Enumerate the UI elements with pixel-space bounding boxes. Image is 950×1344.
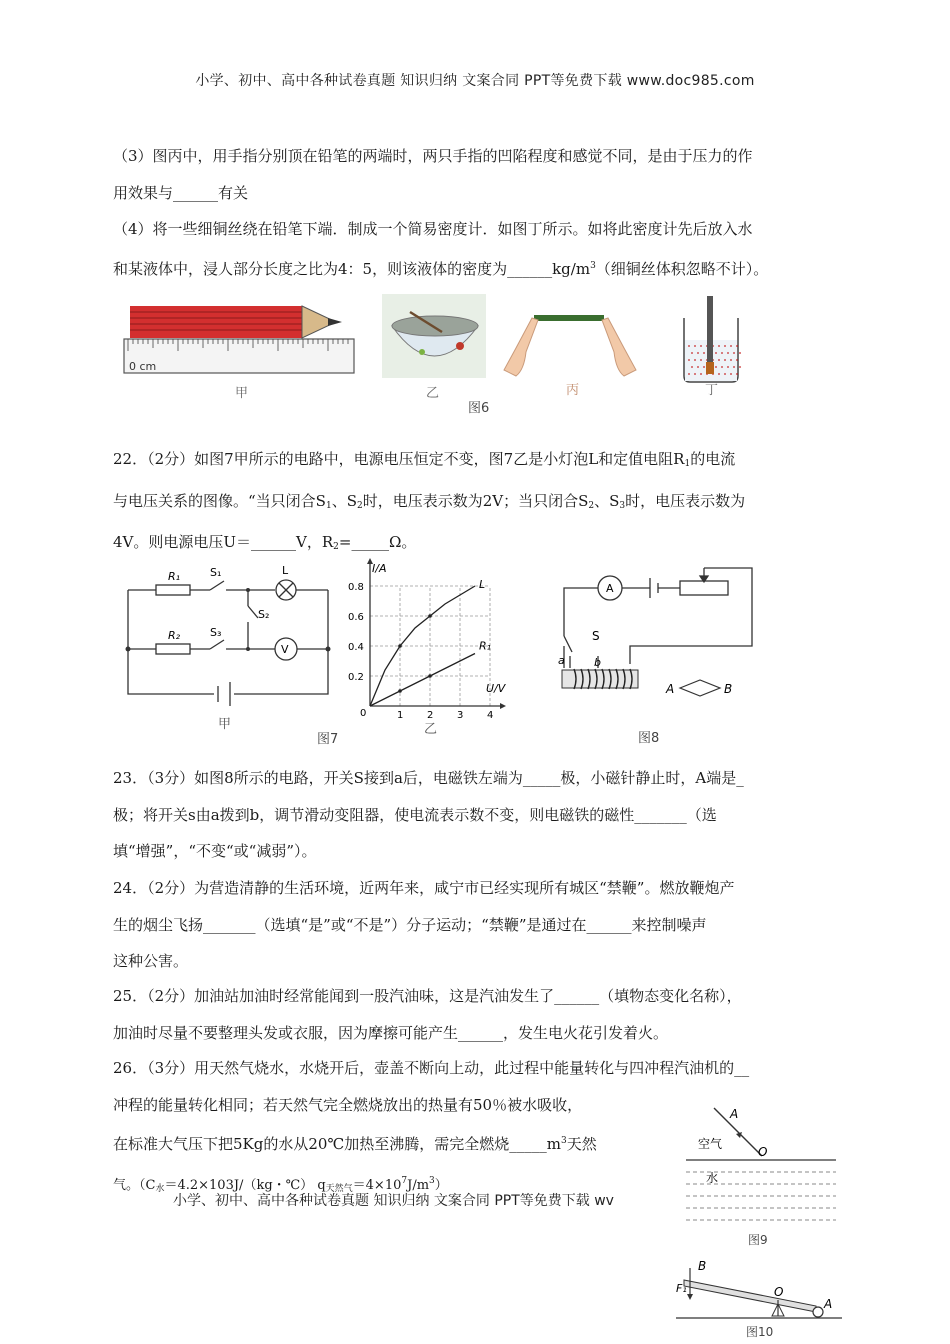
fig6-label-ding: 丁 (705, 383, 719, 398)
fig10-point-b: B (698, 1259, 707, 1273)
needle-a-label: A (666, 682, 675, 696)
data-point (428, 614, 432, 618)
q21-p4-line1: （4）将一些细铜丝绕在铅笔下端．制成一个简易密度计．如图丁所示。如将此密度计先后放入水 (113, 220, 753, 238)
voltmeter-label: V (281, 643, 289, 656)
fig6-fingers (504, 318, 636, 376)
needle-b-label: B (724, 682, 733, 696)
fig6-pencil-ruler (124, 306, 354, 373)
fig9-point-o: O (758, 1145, 768, 1159)
question-21-part4 (113, 211, 843, 287)
question-23 (113, 760, 843, 870)
fig8-caption: 图8 (638, 731, 660, 746)
q24-line2: 生的烟尘飞扬_______（选填“是”或“不是”）分子运动；“禁鞭”是通过在______来控制噪声 (113, 915, 707, 934)
q26-line4: 气。（$C_水=4.2\times 103J/(kg$・℃） $q_{天然气}=4\times 10^7J/m^3$） (113, 1175, 448, 1194)
fig10-force-label: F₁ (676, 1282, 687, 1295)
contact-a-label: a (558, 654, 565, 667)
question-22 (113, 441, 843, 566)
figure-9 (676, 1100, 842, 1250)
series-line-resistor (370, 654, 475, 707)
x-tick-label: 4 (487, 710, 494, 721)
figure-10 (676, 1254, 842, 1342)
x-tick-label: 1 (397, 710, 404, 721)
fig9-point-a: A (730, 1107, 739, 1121)
q21-p3-line2: 用效果与______有关 (113, 183, 249, 202)
x-axis-label: U/V (486, 682, 506, 695)
x-tick-label: 2 (427, 710, 434, 721)
q21-p4-line2: 和某液体中，浸人部分长度之比为4：5，则该液体的密度为$\_\_\_\_\_\_kg/m^3$（细铜丝体积忽略不计）。 (113, 259, 769, 278)
q24-line3: 这种公害。 (113, 952, 189, 970)
q21-p3-line1: （3）图丙中，用手指分别顶在铅笔的两端时，两只手指的凹陷程度和感觉不同，是由于压力的作 (113, 147, 753, 165)
fig7-sub-jia: 甲 (218, 717, 232, 732)
switch-label: S (592, 629, 600, 643)
data-point (398, 689, 402, 693)
fig6-bowl (382, 294, 486, 378)
question-24 (113, 870, 843, 980)
q22-line2: 与电压关系的图像。“当只闭合$S_1$、$S_2$时，电压表示数为2V；当只闭合$S_2$、$S_3$时，电压表示数为 (113, 491, 746, 511)
fig6-label-jia: 甲 (235, 386, 249, 401)
q26-line2: 冲程的能量转化相同；若天然气完全燃烧放出的热量有50％被水吸收， (113, 1095, 583, 1114)
fig6-label-yi: 乙 (426, 386, 440, 401)
figure-7-graph (340, 556, 520, 746)
contact-b-label: b (594, 656, 601, 669)
q25-line2: 加油时尽量不要整理头发或衣服，因为摩擦可能产生______，发生电火花引发着火。 (113, 1023, 669, 1042)
s2-label: S₂ (258, 608, 270, 621)
q25-line1: 25．（2分）加油站加油时经常能闻到一股汽油味，这是汽油发生了______（填物态变化名称）， (113, 987, 742, 1005)
fig9-water-label: 水 (706, 1171, 719, 1185)
q22-line3: 4V。则电源电压U＝______V，$R_2=\_\_\_\_\_\Omega$。 (113, 533, 417, 552)
y-tick-label: 0.4 (348, 642, 364, 653)
data-point (428, 674, 432, 678)
q23-line2: 极；将开关s由a拨到b，调节滑动变阻器，使电流表示数不变，则电磁铁的磁性_______（选 (113, 805, 717, 824)
figure-7-circuit (118, 556, 336, 736)
fig10-point-a: A (824, 1297, 833, 1311)
figure-6 (120, 290, 760, 415)
y-tick-label: 0.6 (348, 612, 364, 623)
ruler-label: 0 cm (129, 360, 157, 373)
fig6-beaker (684, 296, 741, 382)
page-footer: 小学、初中、高中各种试卷真题 知识归纳 文案合同 PPT等免费下载 wv (173, 1193, 614, 1209)
q23-line3: 填“增强”，“不变“或“减弱”）。 (113, 842, 317, 860)
s3-label: S₃ (210, 626, 222, 639)
data-point (398, 644, 402, 648)
y-tick-label: 0.2 (348, 672, 364, 683)
series-label: R₁ (479, 639, 492, 653)
series-label: L (479, 578, 486, 591)
fig7-caption-text: 图7 (317, 732, 339, 747)
r1-label: R₁ (168, 570, 181, 583)
fig9-caption: 图9 (748, 1233, 768, 1247)
origin-label: 0 (360, 708, 367, 719)
fig10-point-o: O (774, 1285, 784, 1299)
y-tick-label: 0.8 (348, 582, 364, 593)
question-21-part3 (113, 138, 843, 211)
figure-8 (548, 556, 768, 746)
page-header: 小学、初中、高中各种试卷真题 知识归纳 文案合同 PPT等免费下载 www.doc985.com (195, 73, 755, 89)
q22-line1: 22．（2分）如图7甲所示的电路中，电源电压恒定不变，图7乙是小灯泡L和定值电阻$R_1$的电流 (113, 450, 736, 469)
q26-line1: 26．（3分）用天然气烧水，水烧开后，壶盖不断向上动，此过程中能量转化与四冲程汽油机的__ (113, 1059, 750, 1077)
fig7-sub-yi: 乙 (424, 722, 438, 737)
ammeter-label: A (606, 582, 614, 595)
fig9-air-label: 空气 (698, 1137, 723, 1151)
lamp-label: L (282, 564, 289, 577)
y-axis-label: I/A (372, 562, 387, 575)
q26-line3: 在标准大气压下把5Kg的水从20℃加热至沸腾，需完全燃烧$\_\_\_\_\_m^3$天然 (113, 1135, 597, 1153)
x-tick-label: 3 (457, 710, 464, 721)
r2-label: R₂ (168, 629, 181, 642)
q24-line1: 24．（2分）为营造清静的生活环境，近两年来，咸宁市已经实现所有城区“禁鞭”。燃放鞭炮产 (113, 879, 735, 897)
s1-label: S₁ (210, 566, 222, 579)
question-25 (113, 978, 843, 1051)
q23-line1: 23．（3分）如图8所示的电路，开关S接到a后，电磁铁左端为_____极，小磁针静止时，A端是_ (113, 769, 744, 787)
fig6-caption: 图6 (468, 401, 490, 415)
fig10-caption: 图10 (746, 1325, 774, 1339)
fig6-label-bing: 丙 (566, 383, 580, 398)
